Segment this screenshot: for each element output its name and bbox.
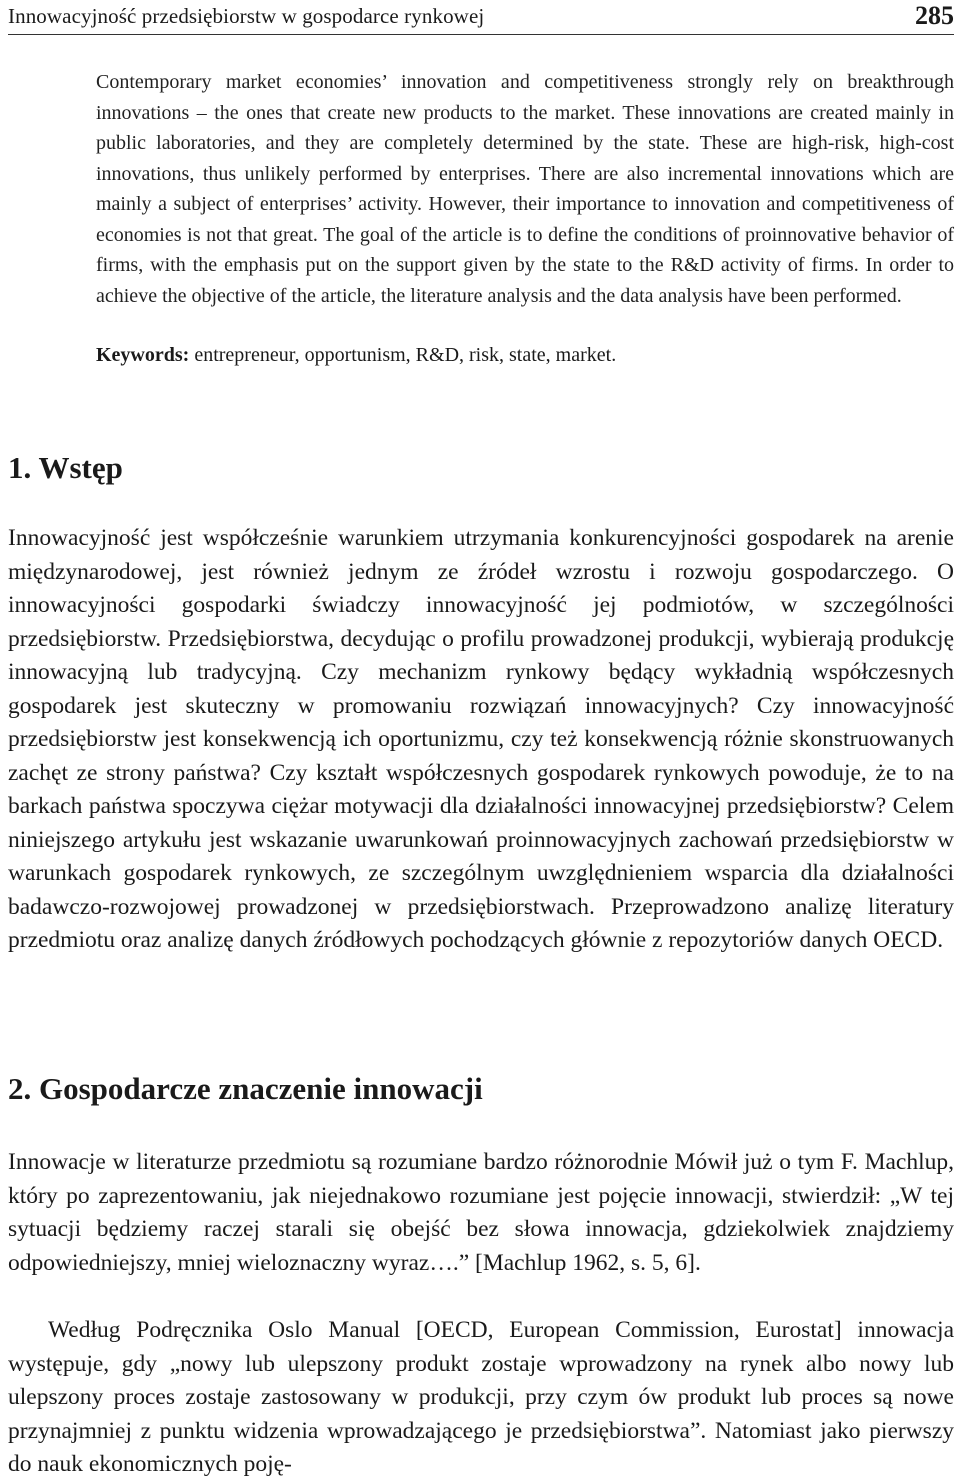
section-paragraph: Według Podręcznika Oslo Manual [OECD, European Commission, Eurostat] innowacja występuje, gdy „nowy lub ulepszony produkt zostaje wprowadzony na rynek albo nowy lub ulepszony proces zostaje zastosowany w produkcji, przy czym ów produkt lub proces są nowe przynajmniej z punktu widzenia wprowadzającego je przedsiębiorstwa”. Natomiast jako pierwszy do nauk ekonomicznych poję-: [8, 1317, 954, 1477]
running-title: Innowacyjność przedsiębiorstw w gospodarce rynkowej: [8, 4, 485, 28]
keywords-line: [96, 340, 954, 370]
keywords-label: Keywords:: [96, 344, 190, 366]
running-header: [8, 0, 954, 35]
section-paragraph: Innowacje w literaturze przedmiotu są rozumiane bardzo różnorodnie Mówił już o tym F. Machlup, który po zaprezentowaniu, jak niejednakowo rozumiane jest pojęcie innowacji, stwierdził: „W tej sytuacji będziemy raczej starali się obejść bez słowa innowacja, gdziekolwiek znajdziemy odpowiedniejszy, mniej wieloznaczny wyraz….” [Machlup 1962, s. 5, 6].: [8, 1149, 954, 1276]
section-heading-gospodarcze-znaczenie: 2. Gospodarcze znaczenie innowacji: [8, 1071, 483, 1106]
keywords-text: entrepreneur, opportunism, R&D, risk, state, market.: [189, 344, 617, 366]
abstract: [96, 67, 954, 311]
page-number: 285: [915, 1, 954, 30]
abstract-text: Contemporary market economies’ innovation and competitiveness strongly rely on breakthrough innovations – the ones that create new products to the market. These innovations are created mainly in public laboratories, and they are completely determined by the state. These are high-risk, high-cost innovations, thus unlikely performed by enterprises. There are also incremental innovations which are mainly a subject of enterprises’ activity. However, their importance to innovation and competitiveness of economies is not that great. The goal of the article is to define the conditions of proinnovative behavior of firms, with the emphasis put on the support given by the state to the R&D activity of firms. In order to achieve the objective of the article, the literature analysis and the data analysis have been performed.: [96, 71, 954, 307]
section-heading-wstep: 1. Wstęp: [8, 450, 123, 485]
section-paragraph: Innowacyjność jest współcześnie warunkiem utrzymania konkurencyjności gospodarek na arenie międzynarodowej, jest również jednym ze źródeł wzrostu i rozwoju gospodarczego. O innowacyjności gospodarki świadczy innowacyjność jej podmiotów, w szczególności przedsiębiorstw. Przedsiębiorstwa, decydując o profilu prowadzonej produkcji, wybierają produkcję innowacyjną lub tradycyjną. Czy mechanizm rynkowy będący wykładnią współczesnych gospodarek jest skuteczny w promowaniu rozwiązań innowacyjnych? Czy innowacyjność przedsiębiorstw jest konsekwencją ich oportunizmu, czy też konsekwencją różnie skonstruowanych zachęt ze strony państwa? Czy kształt współczesnych gospodarek rynkowych powoduje, że to na barkach państwa spoczywa ciężar motywacji dla działalności innowacyjnej przedsiębiorstw? Celem niniejszego artykułu jest wskazanie uwarunkowań proinnowacyjnych zachowań przedsiębiorstw w warunkach gospodarek rynkowych, ze szczególnym uwzględnieniem wsparcia dla działalności badawczo-rozwojowej prowadzonej w przedsiębiorstwach. Przeprowadzono analizę literatury przedmiotu oraz analizę danych źródłowych pochodzących głównie z repozytoriów danych OECD.: [8, 525, 954, 953]
